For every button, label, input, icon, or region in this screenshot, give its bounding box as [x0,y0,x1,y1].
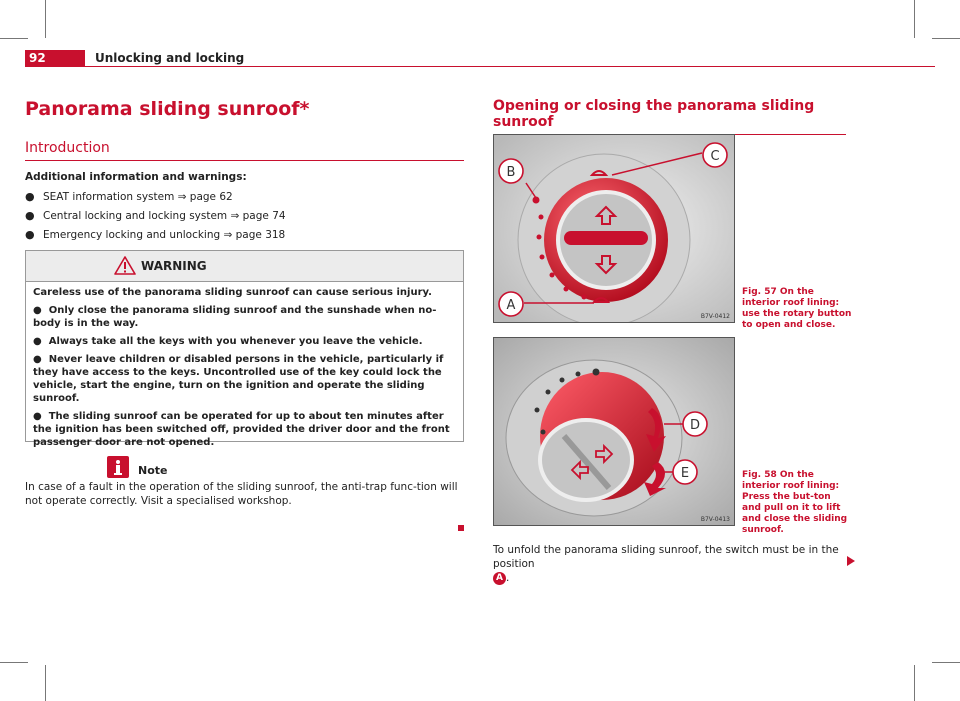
figure-code: B7V-0412 [700,313,730,320]
note-text: In case of a fault in the operation of the sliding sunroof, the anti-trap func-tion will not operate correctly. Visit a specialised workshop. [25,481,458,507]
page-number: 92 [25,50,85,67]
bullet-icon: ● [33,305,49,316]
warning-triangle-icon [114,256,136,279]
callout-b [499,159,523,183]
crop-mark [914,0,915,38]
figure-code: B7V-0413 [700,516,730,523]
figure-caption: Fig. 58 On the interior roof lining: Press the but-ton and pull on it to lift and close the sliding sunroof. [742,470,848,535]
crop-mark [914,665,915,701]
page-link[interactable]: Central locking and locking system ⇒ page 74 [43,210,286,222]
svg-text:C: C [710,149,720,164]
warning-title: WARNING [141,259,207,273]
svg-text:D: D [689,418,701,433]
additional-info-label: Additional information and warnings: [25,171,247,183]
crop-mark [0,38,28,39]
bullet-icon: ● [25,190,35,203]
warning-lead: Careless use of the panorama sliding sunroof can cause serious injury. [33,287,432,298]
svg-text:B: B [506,165,516,180]
body-paragraph: To unfold the panorama sliding sunroof, the switch must be in the position A . [493,544,839,584]
note-title: Note [138,464,168,477]
running-title: Unlocking and locking [95,51,245,65]
svg-text:A: A [506,298,516,313]
bullet-icon: ● [25,228,35,241]
crop-mark [932,662,960,663]
callout-d [683,412,707,436]
warning-item: ● Always take all the keys with you whenever you leave the vehicle. [33,336,423,347]
crop-mark [932,38,960,39]
rotary-button-illustration [494,135,734,322]
section-title: Panorama sliding sunroof* [25,98,310,120]
list-item [25,190,233,203]
warning-item: ● Only close the panorama sliding sunroof and the sunshade when no-body is in the way. [33,305,437,329]
warning-item: ● Never leave children or disabled persons in the vehicle, particularly if they have access to the keys. Uncontrolled use of the key could lock the vehicle, start the engine, turn on the ignition and operate the sliding sunroof. [33,354,444,404]
crop-mark [0,662,28,663]
page-link[interactable]: SEAT information system ⇒ page 62 [43,191,233,203]
subsection-heading: Opening or closing the panorama sliding sunroof [493,98,846,135]
crop-mark [45,0,46,38]
position-badge: A [493,572,506,585]
note-icon [107,456,129,478]
body-text: To unfold the panorama sliding sunroof, the switch must be in the position [493,544,839,570]
callout-c [703,143,727,167]
bullet-icon: ● [33,336,49,347]
crop-mark [45,665,46,701]
figure-caption: Fig. 57 On the interior roof lining: use the rotary button to open and close. [742,287,852,330]
warning-body [26,282,463,458]
bullet-icon: ● [25,209,35,222]
section-end-marker [458,525,464,531]
list-item [25,209,286,222]
rotary-button-illustration [494,338,734,525]
intro-heading: Introduction [25,140,464,161]
warning-box [25,250,464,448]
continue-arrow-icon [847,556,855,566]
callout-a [499,292,523,316]
bullet-icon: ● [33,354,49,365]
warning-header [26,251,463,282]
bullet-icon: ● [33,411,49,422]
list-item [25,228,285,241]
warning-item: ● The sliding sunroof can be operated for up to about ten minutes after the ignition has been switched off, provided the driver door and the front passenger door are not opened. [33,411,450,448]
callout-e [673,460,697,484]
figure-58 [493,337,735,526]
svg-text:E: E [680,466,690,481]
page-link[interactable]: Emergency locking and unlocking ⇒ page 318 [43,229,286,241]
figure-57 [493,134,735,323]
